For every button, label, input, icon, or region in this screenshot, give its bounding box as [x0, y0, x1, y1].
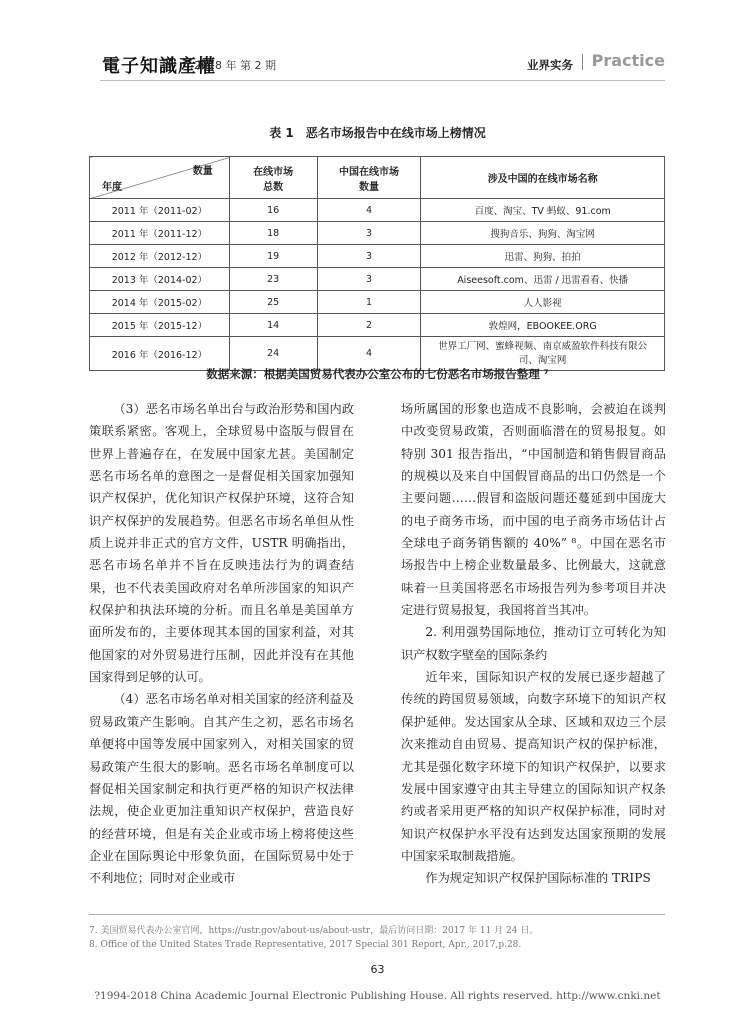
cell-china: 3 [317, 268, 421, 291]
cell-total: 18 [229, 222, 317, 245]
header-rule [100, 80, 665, 81]
paragraph: （4）恶名市场名单对相关国家的经济利益及贸易政策产生影响。自其产生之初，恶名市场名单便将中国等发展中国家列入，对相关国家的贸易政策产生很大的影响。恶名市场名单制度可以督促相关国家制定和执行更严格的知识产权法律法规，使企业更加注重知识产权保护，营造良好的经营环境，但是有关企业或市场上榜将使这些企业在国际舆论中形象负面，在国际贸易中处于不利地位；同时对企业或市 [89, 692, 354, 886]
header-total: 在线市场 总数 [229, 157, 317, 199]
cell-year: 2012 年（2012-12） [90, 245, 230, 268]
cell-names: 人人影视 [421, 291, 665, 314]
corner-top-label: 数量 [192, 166, 213, 177]
table-source: 数据来源：根据美国贸易代表办公室公布的七份恶名市场报告整理 ⁷ [206, 367, 549, 381]
paragraph: （3）恶名市场名单出台与政治形势和国内政策联系紧密。客观上，全球贸易中盗版与假冒在世界上普遍存在，在发展中国家尤甚。美国制定恶名市场名单的意图之一是督促相关国家加强知识产权保护，优化知识产权保护环境，这符合知识产权保护的发展趋势。但恶名市场名单但从性质上说并非正式的官方文件，USTR 明确指出，恶名市场名单并不旨在反映违法行为的调查结果，也不代表美国政府对名单所涉国家的知识产权保护和执法环境的分析。而且名单是美国单方面所发布的，主要体现其本国的国家利益，对其他国家的对外贸易进行压制，因此并没有在其他国家得到足够的认可。 [89, 402, 354, 685]
paragraph: 近年来，国际知识产权的发展已逐步超越了传统的跨国贸易领域，向数字环境下的知识产权保护延伸。发达国家从全球、区域和双边三个层次来推动自由贸易、提高知识产权的保护标准，尤其是强化数字环境下的知识产权保护，以要求发展中国家遵守由其主导建立的国际知识产权条约或者采用更严格的知识产权保护标准，同时对知识产权保护水平没有达到发达国家预期的发展中国家采取制裁措施。 [401, 670, 666, 863]
cell-year: 2015 年（2015-12） [90, 314, 230, 337]
page-header [100, 52, 665, 78]
table-row [90, 291, 665, 314]
cell-china: 4 [317, 199, 421, 222]
copyright-line: ?1994-2018 China Academic Journal Electronic Publishing House. All rights reserved. http://www.cnki.net [94, 990, 661, 1002]
table-row [90, 245, 665, 268]
practice-label: Practice [591, 51, 665, 70]
cell-names: 世界工厂网、蜜蜂视频、南京威盈软件科技有限公司、淘宝网 [421, 337, 665, 371]
header-china: 中国在线市场 数量 [317, 157, 421, 199]
cell-china: 3 [317, 222, 421, 245]
cell-china: 2 [317, 314, 421, 337]
cell-china: 3 [317, 245, 421, 268]
page-number: 63 [370, 963, 385, 976]
cell-year: 2013 年（2014-02） [90, 268, 230, 291]
footnote-rule [89, 914, 665, 915]
section-heading: 2. 利用强势国际地位，推动订立可转化为知识产权数字壁垒的国际条约 [401, 625, 666, 662]
table-corner-cell [90, 157, 230, 199]
footnote-7: 7. 美国贸易代表办公室官网，https://ustr.gov/about-us/about-ustr，最后访问日期：2017 年 11 月 24 日。 [89, 926, 539, 936]
header-separator [582, 54, 583, 70]
paragraph: 场所属国的形象也造成不良影响，会被迫在谈判中改变贸易政策，否则面临潜在的贸易报复。如特别 301 报告指出，“中国制造和销售假冒商品的规模以及来自中国假冒商品的出口仍然是一个主要问题……假冒和盗版问题还蔓延到中国庞大的电子商务市场，而中国的电子商务市场估计占全球电子商务销售额的 40%” ⁸。中国在恶名市场报告中上榜企业数量最多、比例最大，这就意味着一旦美国将恶名市场报告列为参考项目并决定进行贸易报复，我国将首当其冲。 [401, 402, 666, 618]
right-column [401, 398, 666, 890]
table-header-row [90, 157, 665, 199]
cell-total: 24 [229, 337, 317, 371]
cell-total: 25 [229, 291, 317, 314]
table-title: 表 1 恶名市场报告中在线市场上榜情况 [269, 126, 486, 140]
cell-year: 2014 年（2015-02） [90, 291, 230, 314]
cell-china: 4 [317, 337, 421, 371]
left-column [89, 398, 354, 890]
table-row [90, 314, 665, 337]
cell-china: 1 [317, 291, 421, 314]
cell-total: 19 [229, 245, 317, 268]
corner-bottom-label: 年度 [102, 182, 122, 193]
cell-total: 14 [229, 314, 317, 337]
data-table [89, 156, 665, 371]
cell-year: 2011 年（2011-02） [90, 199, 230, 222]
cell-total: 23 [229, 268, 317, 291]
header-names: 涉及中国的在线市场名称 [421, 157, 665, 199]
table-row [90, 268, 665, 291]
footnote-8: 8. Office of the United States Trade Representative, 2017 Special 301 Report, Apr., 2017,p.28. [89, 940, 522, 950]
cell-total: 16 [229, 199, 317, 222]
table-row [90, 222, 665, 245]
cell-year: 2016 年（2016-12） [90, 337, 230, 371]
issue-label: 2018 年 第 2 期 [194, 59, 276, 72]
cell-names: 敦煌网，EBOOKEE.ORG [421, 314, 665, 337]
cell-names: 迅雷、狗狗、拍拍 [421, 245, 665, 268]
cell-names: Aiseesoft.com、迅雷 / 迅雷看看、快播 [421, 268, 665, 291]
paragraph: 作为规定知识产权保护国际标准的 TRIPS [425, 871, 651, 886]
cell-year: 2011 年（2011-12） [90, 222, 230, 245]
section-label: 业界实务 [527, 58, 573, 72]
cell-names: 百度、淘宝、TV 蚂蚁、91.com [421, 199, 665, 222]
table-row [90, 199, 665, 222]
journal-logo: 電子知識產權 [102, 56, 216, 77]
cell-names: 搜狗音乐、狗狗、淘宝网 [421, 222, 665, 245]
